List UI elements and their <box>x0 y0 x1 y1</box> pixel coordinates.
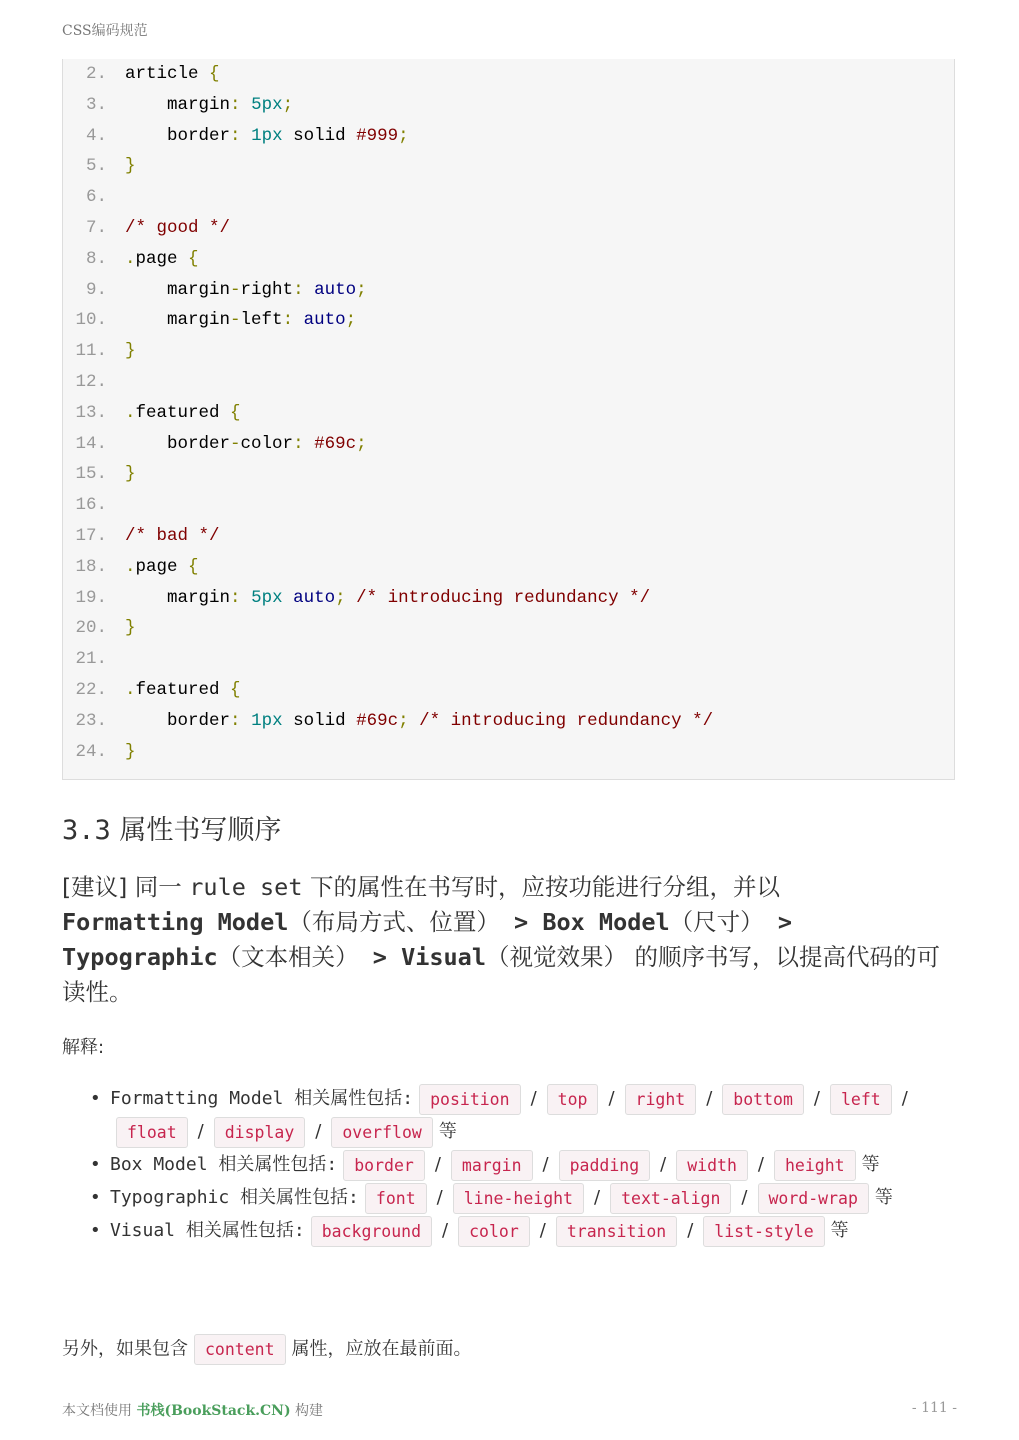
code-line <box>63 279 367 301</box>
code-text: margin-left: auto; <box>125 310 357 331</box>
code-line <box>63 617 136 639</box>
separator: / <box>539 1220 546 1241</box>
code-text: /* bad */ <box>125 526 220 546</box>
line-number: 9. <box>85 279 107 300</box>
inline-code: bottom <box>722 1084 804 1115</box>
separator: / <box>608 1088 615 1109</box>
code-text: margin: 5px; <box>125 94 294 115</box>
line-number: 24. <box>75 741 107 762</box>
code-line <box>63 741 136 763</box>
line-number: 20. <box>75 618 107 639</box>
line-number: 21. <box>75 649 107 670</box>
separator: / <box>594 1187 601 1208</box>
inline-code: padding <box>559 1150 651 1181</box>
code-text: .featured { <box>125 680 241 700</box>
inline-code: top <box>547 1084 599 1115</box>
line-number: 11. <box>75 341 107 362</box>
guideline-paragraph <box>62 870 952 1010</box>
code-text: /* good */ <box>125 218 231 238</box>
separator: / <box>434 1154 441 1175</box>
inline-code: background <box>311 1216 432 1247</box>
line-number: 8. <box>85 248 107 269</box>
inline-code: display <box>214 1117 306 1148</box>
list-item-suffix: 等 <box>861 1154 880 1175</box>
inline-code: overflow <box>331 1117 432 1148</box>
code-text: margin: 5px auto; /* introducing redundancy */ <box>125 587 651 608</box>
inline-code: text-align <box>610 1183 731 1214</box>
separator: / <box>687 1220 694 1241</box>
list-item-label: Typographic 相关属性包括: <box>110 1187 359 1208</box>
lead-text: （文本相关） <box>217 943 359 971</box>
inline-code: border <box>343 1150 425 1181</box>
bullet-icon: • <box>90 1187 101 1208</box>
line-number: 14. <box>75 433 107 454</box>
inline-code: position <box>419 1084 520 1115</box>
code-text: .page { <box>125 248 199 269</box>
lead-code: rule set <box>189 873 303 901</box>
bullet-icon: • <box>90 1088 101 1109</box>
lead-gt: > <box>499 908 543 936</box>
code-line <box>63 648 107 670</box>
bullet-icon: • <box>90 1220 101 1241</box>
line-number: 2. <box>85 64 107 84</box>
code-line <box>63 63 220 85</box>
separator: / <box>442 1220 449 1241</box>
code-text: border: 1px solid #999; <box>125 125 409 146</box>
lead-gt: > <box>358 943 402 971</box>
footer-brand-link[interactable]: 书栈(BookStack.CN) <box>136 1403 291 1419</box>
lead-bold: Typographic <box>62 943 218 971</box>
separator: / <box>757 1154 764 1175</box>
explanation-label: 解释: <box>62 1037 105 1058</box>
code-text: } <box>125 618 136 639</box>
code-line <box>63 402 241 424</box>
list-item-label: Visual 相关属性包括: <box>110 1220 305 1241</box>
inline-code: line-height <box>453 1183 584 1214</box>
code-text: .featured { <box>125 402 241 423</box>
footer-text: 本文档使用 <box>62 1403 137 1419</box>
line-number: 5. <box>85 156 107 177</box>
code-line <box>63 463 136 485</box>
lead-text: 下的属性在书写时，应按功能进行分组，并以 <box>302 873 780 901</box>
list-item-suffix: 等 <box>874 1187 893 1208</box>
code-line <box>63 679 241 701</box>
list-item <box>90 1181 960 1214</box>
bullet-icon: • <box>90 1154 101 1175</box>
code-line <box>63 587 651 609</box>
list-item <box>90 1148 960 1181</box>
lead-bold: Formatting Model <box>62 908 289 936</box>
inline-code: margin <box>451 1150 533 1181</box>
code-text: border-color: #69c; <box>125 433 367 454</box>
inline-code: height <box>774 1150 856 1181</box>
list-item <box>90 1082 960 1148</box>
line-number: 19. <box>75 587 107 608</box>
code-line <box>63 186 107 208</box>
section-heading <box>62 808 281 847</box>
list-item <box>90 1214 960 1247</box>
code-line <box>63 433 367 455</box>
code-line <box>63 525 220 547</box>
code-line <box>63 309 357 331</box>
inline-code: width <box>676 1150 748 1181</box>
separator: / <box>315 1121 322 1142</box>
code-text: border: 1px solid #69c; /* introducing redundancy */ <box>125 710 714 731</box>
extra-text: 另外，如果包含 <box>62 1338 188 1360</box>
separator: / <box>436 1187 443 1208</box>
line-number: 13. <box>75 402 107 423</box>
lead-text: （布局方式、位置） <box>288 908 500 936</box>
property-group-list <box>90 1082 960 1247</box>
line-number: 4. <box>85 125 107 146</box>
code-text: } <box>125 156 136 177</box>
line-number: 23. <box>75 710 107 731</box>
code-line <box>63 556 199 578</box>
inline-code: font <box>365 1183 427 1214</box>
line-number: 10. <box>75 310 107 331</box>
code-line <box>63 155 136 177</box>
inline-code: color <box>458 1216 530 1247</box>
inline-code: transition <box>556 1216 677 1247</box>
lead-bold: Visual <box>401 943 486 971</box>
inline-code: word-wrap <box>758 1183 869 1214</box>
extra-note <box>62 1334 472 1365</box>
section-title: 属性书写顺序 <box>119 815 282 846</box>
line-number: 18. <box>75 556 107 577</box>
code-block <box>62 59 955 780</box>
line-number: 17. <box>75 526 107 546</box>
separator: / <box>530 1088 537 1109</box>
separator: / <box>813 1088 820 1109</box>
code-line <box>63 371 107 393</box>
code-line <box>63 710 714 732</box>
code-line <box>63 494 107 516</box>
code-line <box>63 125 409 147</box>
list-item-label: Box Model 相关属性包括: <box>110 1154 338 1175</box>
lead-text: [建议] 同一 <box>62 873 190 901</box>
code-text: .page { <box>125 556 199 577</box>
line-number: 6. <box>85 187 107 208</box>
code-text: article { <box>125 64 220 84</box>
page-number: - 111 - <box>911 1400 957 1416</box>
separator: / <box>706 1088 713 1109</box>
code-line <box>63 248 199 270</box>
list-item-suffix: 等 <box>830 1220 849 1241</box>
running-header: CSS编码规范 <box>62 23 148 39</box>
code-line <box>63 217 231 239</box>
code-text: } <box>125 741 136 762</box>
list-item-label: Formatting Model 相关属性包括: <box>110 1088 414 1109</box>
inline-code: left <box>830 1084 892 1115</box>
lead-text: 的顺序书写，以提高代码的可读性。 <box>62 943 940 1006</box>
separator: / <box>901 1088 908 1109</box>
code-text: margin-right: auto; <box>125 279 367 300</box>
footer-text: 构建 <box>290 1403 324 1419</box>
line-number: 12. <box>75 372 107 392</box>
line-number: 7. <box>85 218 107 238</box>
section-number: 3.3 <box>62 815 111 846</box>
extra-text: 属性，应放在最前面。 <box>291 1338 472 1360</box>
lead-text: （尺寸） <box>669 908 764 936</box>
line-number: 15. <box>75 464 107 485</box>
lead-bold: Box Model <box>542 908 670 936</box>
footer <box>62 1400 323 1420</box>
separator: / <box>542 1154 549 1175</box>
inline-code: right <box>625 1084 697 1115</box>
code-text: } <box>125 464 136 485</box>
inline-code: list-style <box>703 1216 824 1247</box>
separator: / <box>741 1187 748 1208</box>
inline-code: float <box>116 1117 188 1148</box>
separator: / <box>197 1121 204 1142</box>
code-text: } <box>125 341 136 362</box>
line-number: 22. <box>75 680 107 700</box>
inline-code: content <box>194 1334 286 1365</box>
code-line <box>63 340 136 362</box>
lead-gt: > <box>763 908 792 936</box>
code-line <box>63 94 294 116</box>
line-number: 16. <box>75 495 107 516</box>
line-number: 3. <box>85 94 107 115</box>
separator: / <box>660 1154 667 1175</box>
list-item-suffix: 等 <box>438 1121 457 1142</box>
lead-text: （视觉效果） <box>485 943 627 971</box>
